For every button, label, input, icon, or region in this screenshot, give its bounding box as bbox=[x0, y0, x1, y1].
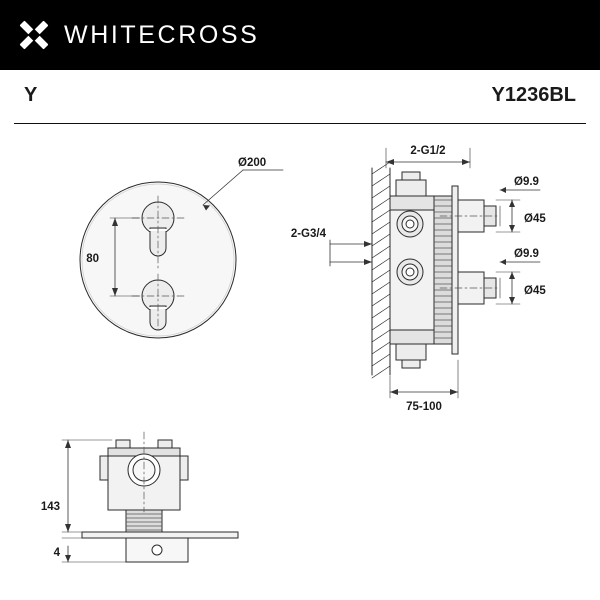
side-height-label: 143 bbox=[40, 501, 60, 513]
series-label: Y bbox=[24, 84, 38, 106]
section-thread-top-label: 2-G1/2 bbox=[410, 145, 446, 157]
front-diameter-label: Ø200 bbox=[238, 157, 267, 169]
outlet-dia-bottom-label: Ø9.9 bbox=[514, 248, 539, 260]
front-spacing-label: 80 bbox=[86, 253, 99, 265]
outlet-dia-top-label: Ø9.9 bbox=[514, 176, 539, 188]
body-dia-bottom-label: Ø45 bbox=[524, 285, 546, 297]
wall-hatch bbox=[372, 162, 390, 378]
model-label: Y1236BL bbox=[491, 84, 576, 106]
wall-depth-label: 75-100 bbox=[406, 401, 442, 413]
side-view bbox=[62, 432, 238, 562]
section-port-lower bbox=[397, 259, 423, 285]
body-dia-top-label: Ø45 bbox=[524, 213, 546, 225]
brand-name: WHITECROSS bbox=[64, 20, 260, 49]
front-view bbox=[80, 170, 283, 338]
section-view bbox=[330, 148, 540, 398]
side-plate-thickness-label: 4 bbox=[53, 547, 60, 559]
threaded-collar bbox=[434, 186, 458, 354]
section-port-upper bbox=[397, 211, 423, 237]
section-thread-side-label: 2-G3/4 bbox=[290, 228, 326, 240]
